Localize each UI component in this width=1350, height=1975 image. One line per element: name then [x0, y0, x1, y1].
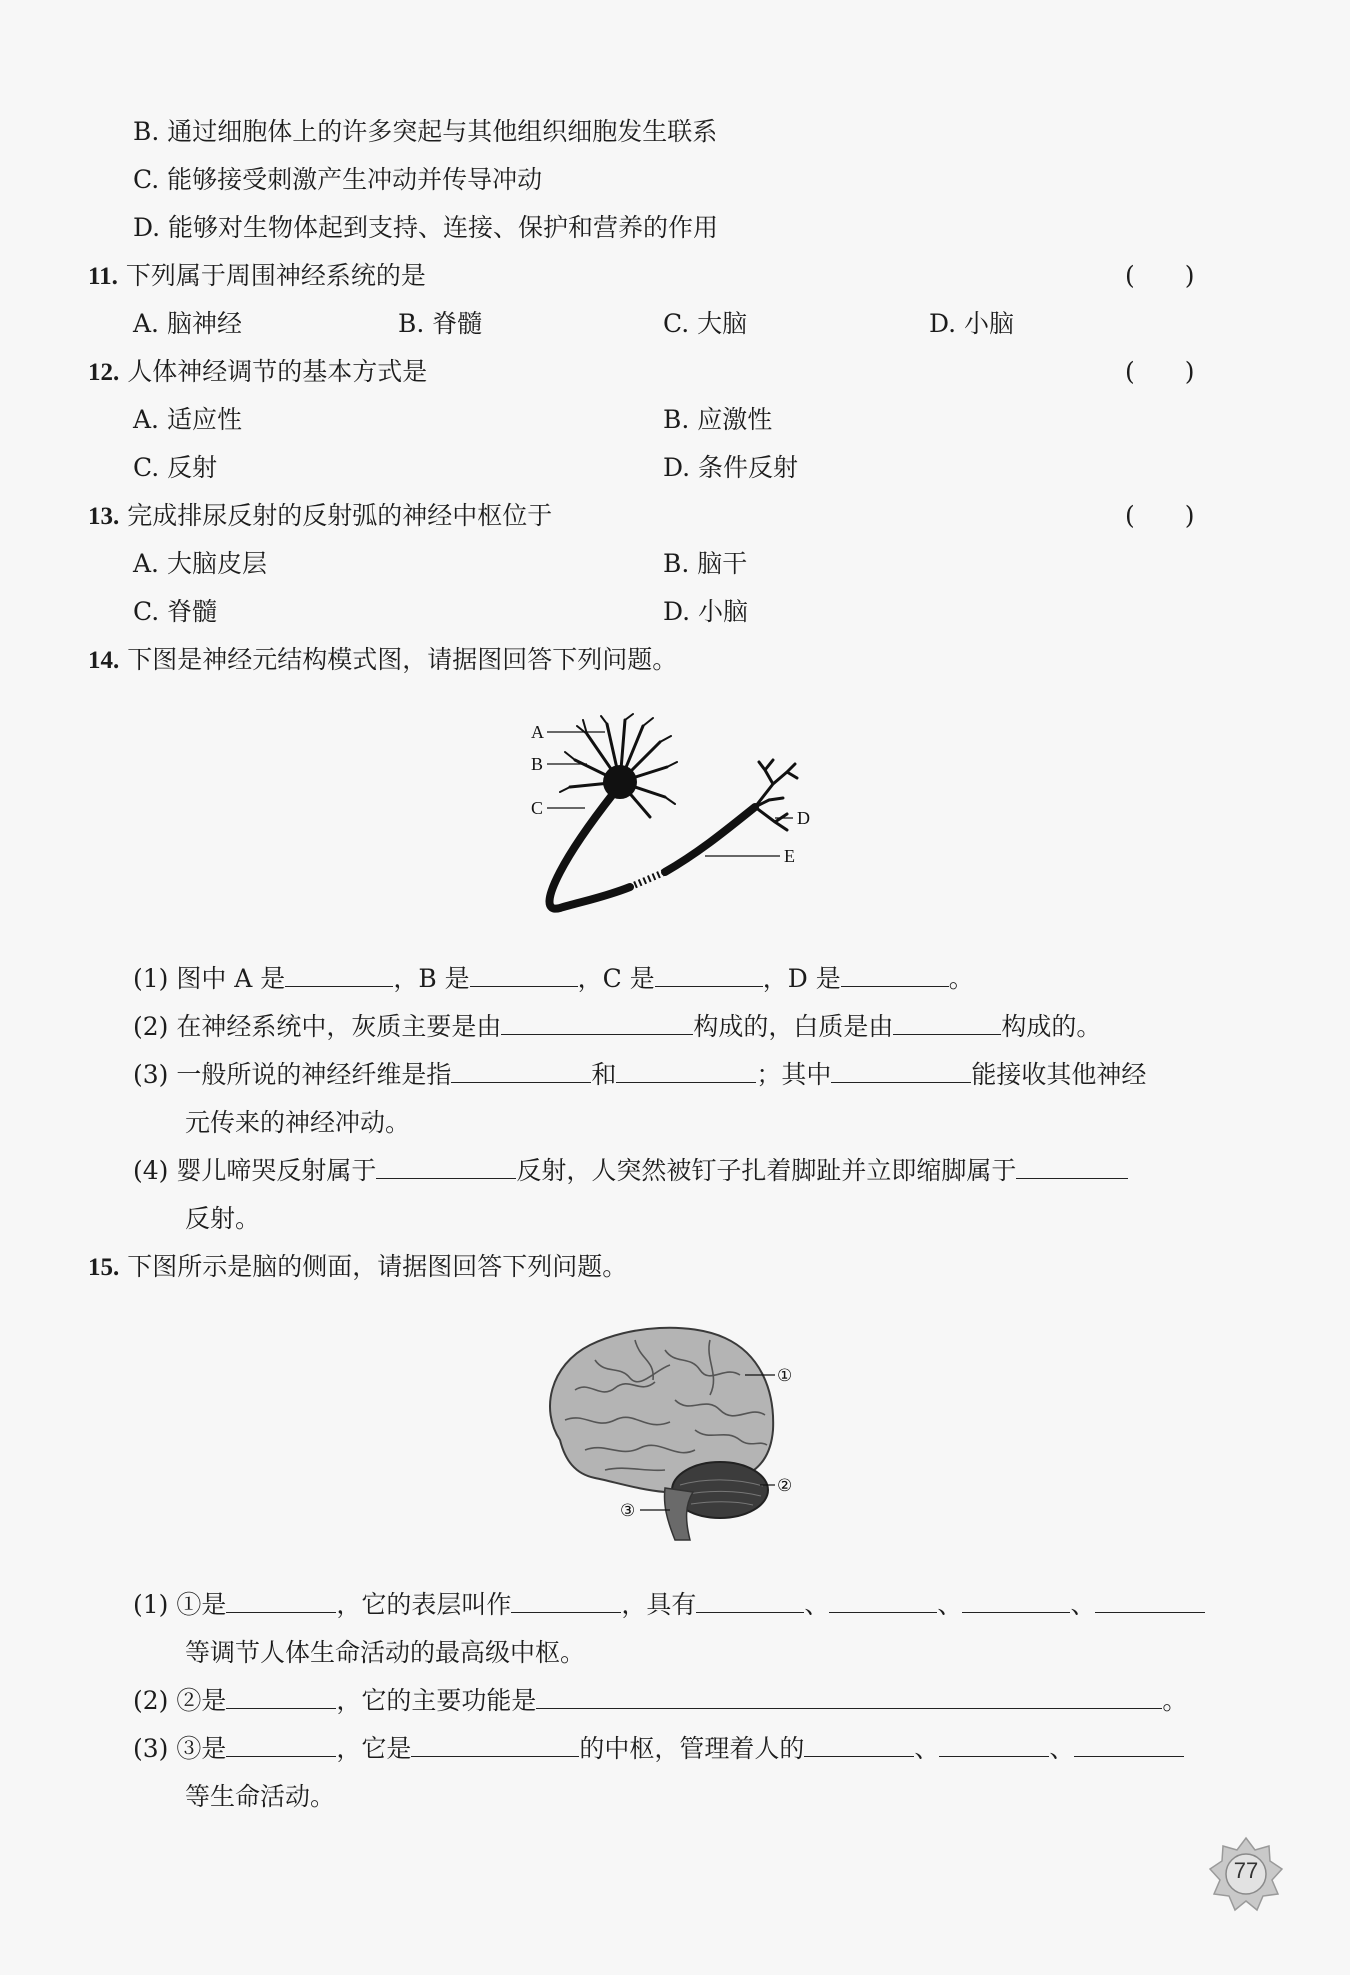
q15-blank-3-center[interactable] — [411, 1732, 579, 1757]
q14-p2-lead: (2) 在神经系统中，灰质主要是由 — [133, 1012, 502, 1041]
q14-blank-c[interactable] — [655, 962, 763, 987]
q15-p1-has: ，具有 — [621, 1590, 697, 1619]
q14-blank-fiber-2[interactable] — [616, 1058, 756, 1083]
brain-label-1: ① — [777, 1366, 793, 1386]
brain-label-3: ③ — [620, 1501, 636, 1521]
q11-number: 11. — [88, 263, 118, 290]
q15-blank-center-2[interactable] — [829, 1588, 937, 1613]
neuron-label-c: C — [531, 798, 544, 818]
q14-blank-d[interactable] — [841, 962, 949, 987]
q15-number: 15. — [88, 1254, 120, 1281]
q15-p1-lead: (1) ①是 — [133, 1590, 227, 1619]
q15-p1-sep-3: 、 — [1070, 1590, 1096, 1619]
q13-option-a: A. 大脑皮层 — [133, 549, 267, 578]
q15-blank-1-surface[interactable] — [511, 1588, 621, 1613]
q15-part2 — [133, 1684, 1187, 1718]
q14-number: 14. — [88, 647, 120, 674]
q15-part1-line2: 等调节人体生命活动的最高级中枢。 — [185, 1638, 586, 1667]
q15-p3-mid: ，它是 — [336, 1734, 412, 1763]
q11-stem: 下列属于周围神经系统的是 — [125, 261, 426, 290]
q15-p2-mid: ，它的主要功能是 — [336, 1686, 537, 1715]
q14-blank-withdraw-reflex[interactable] — [1016, 1154, 1128, 1179]
q15-blank-center-1[interactable] — [696, 1588, 804, 1613]
q15-p1-sep-1: 、 — [804, 1590, 830, 1619]
q15-part3 — [133, 1732, 1184, 1766]
brain-label-2: ② — [777, 1476, 793, 1496]
neuron-axon-sheath — [665, 807, 755, 872]
q13-option-d: D. 小脑 — [663, 597, 749, 626]
q13-stem: 完成排尿反射的反射弧的神经中枢位于 — [127, 501, 553, 530]
neuron-label-b: B — [531, 754, 544, 774]
neuron-axon-break — [630, 872, 665, 887]
q13-number: 13. — [88, 503, 120, 530]
q15-blank-3-activity-3[interactable] — [1074, 1732, 1184, 1757]
q14-part4-line2: 反射。 — [185, 1204, 261, 1233]
q14-blank-a[interactable] — [285, 962, 393, 987]
q14-blank-fiber-1[interactable] — [451, 1058, 591, 1083]
q12-stem: 人体神经调节的基本方式是 — [127, 357, 428, 386]
q10-option-d: D. 能够对生物体起到支持、连接、保护和营养的作用 — [133, 213, 719, 242]
brain-diagram — [535, 1320, 815, 1550]
q15-blank-center-3[interactable] — [962, 1588, 1070, 1613]
q14-p1-end: 。 — [948, 964, 974, 993]
q15-p2-end: 。 — [1162, 1686, 1188, 1715]
q14-part3 — [133, 1058, 1146, 1092]
q11-option-a: A. 脑神经 — [133, 309, 242, 338]
q14-part2 — [133, 1010, 1101, 1044]
q15-stem: 下图所示是脑的侧面，请据图回答下列问题。 — [127, 1252, 628, 1281]
q14-p2-end: 构成的。 — [1001, 1012, 1102, 1041]
q15-p2-lead: (2) ②是 — [133, 1686, 227, 1715]
q10-option-c: C. 能够接受刺激产生冲动并传导冲动 — [133, 165, 543, 194]
q14-p3-lead: (3) 一般所说的神经纤维是指 — [133, 1060, 452, 1089]
q15-blank-1-name[interactable] — [226, 1588, 336, 1613]
q11-option-c: C. 大脑 — [663, 309, 748, 338]
q14-p1-b: ，B 是 — [393, 964, 470, 993]
q15-blank-3-name[interactable] — [226, 1732, 336, 1757]
axon-terminals — [755, 760, 797, 830]
page-number: 77 — [1233, 1858, 1259, 1883]
q11-option-b: B. 脊髓 — [398, 309, 483, 338]
q15-part3-line2: 等生命活动。 — [185, 1782, 336, 1811]
neuron-label-d: D — [797, 808, 810, 828]
q14-p1-d: ，D 是 — [762, 964, 841, 993]
q12-option-a: A. 适应性 — [133, 405, 242, 434]
q11-option-d: D. 小脑 — [929, 309, 1015, 338]
q14-blank-receiver[interactable] — [831, 1058, 971, 1083]
q14-p2-mid: 构成的，白质是由 — [693, 1012, 894, 1041]
q15-p3-lead: (3) ③是 — [133, 1734, 227, 1763]
q14-blank-b[interactable] — [470, 962, 578, 987]
q14-p4-lead: (4) 婴儿啼哭反射属于 — [133, 1156, 377, 1185]
neuron-axon — [549, 794, 630, 909]
q11-question — [88, 259, 426, 294]
q14-p4-mid: 反射，人突然被钉子扎着脚趾并立即缩脚属于 — [516, 1156, 1017, 1185]
q13-question — [88, 499, 552, 534]
q12-option-b: B. 应激性 — [663, 405, 773, 434]
q15-blank-3-activity-2[interactable] — [939, 1732, 1049, 1757]
q15-blank-2-name[interactable] — [226, 1684, 336, 1709]
q15-p3-sep-2: 、 — [1049, 1734, 1075, 1763]
q14-blank-gray-matter[interactable] — [501, 1010, 693, 1035]
q12-question — [88, 355, 427, 390]
q14-blank-white-matter[interactable] — [893, 1010, 1001, 1035]
q14-stem: 下图是神经元结构模式图，请据图回答下列问题。 — [127, 645, 678, 674]
q12-answer-paren: ( ) — [1125, 357, 1195, 386]
q15-p3-sep-1: 、 — [914, 1734, 940, 1763]
q14-p1-lead: (1) 图中 A 是 — [133, 964, 286, 993]
q14-part4 — [133, 1154, 1128, 1188]
q15-blank-3-activity-1[interactable] — [804, 1732, 914, 1757]
q14-blank-cry-reflex[interactable] — [376, 1154, 516, 1179]
q13-option-b: B. 脑干 — [663, 549, 748, 578]
neuron-label-a: A — [531, 722, 544, 742]
q11-answer-paren: ( ) — [1125, 261, 1195, 290]
q15-blank-center-4[interactable] — [1095, 1588, 1205, 1613]
q13-option-c: C. 脊髓 — [133, 597, 218, 626]
page-number-badge — [1208, 1836, 1284, 1912]
q15-p3-center: 的中枢，管理着人的 — [579, 1734, 805, 1763]
q14-part3-line2: 元传来的神经冲动。 — [185, 1108, 411, 1137]
q14-part1 — [133, 962, 974, 996]
q15-blank-2-function[interactable] — [536, 1684, 1162, 1709]
q12-number: 12. — [88, 359, 120, 386]
q14-question — [88, 643, 677, 678]
q14-p3-and: 和 — [591, 1060, 617, 1089]
q10-option-b: B. 通过细胞体上的许多突起与其他组织细胞发生联系 — [133, 117, 718, 146]
q15-p1-sep-2: 、 — [937, 1590, 963, 1619]
q12-option-c: C. 反射 — [133, 453, 218, 482]
q14-p3-tail: 能接收其他神经 — [971, 1060, 1147, 1089]
q14-p3-mid: ；其中 — [756, 1060, 832, 1089]
neuron-diagram — [525, 712, 825, 922]
q15-part1 — [133, 1588, 1205, 1622]
neuron-label-e: E — [784, 846, 795, 866]
brainstem — [664, 1488, 693, 1540]
q15-question — [88, 1250, 627, 1285]
q14-p1-c: ，C 是 — [577, 964, 655, 993]
q12-option-d: D. 条件反射 — [663, 453, 799, 482]
q15-p1-mid: ，它的表层叫作 — [336, 1590, 512, 1619]
q13-answer-paren: ( ) — [1125, 501, 1195, 530]
